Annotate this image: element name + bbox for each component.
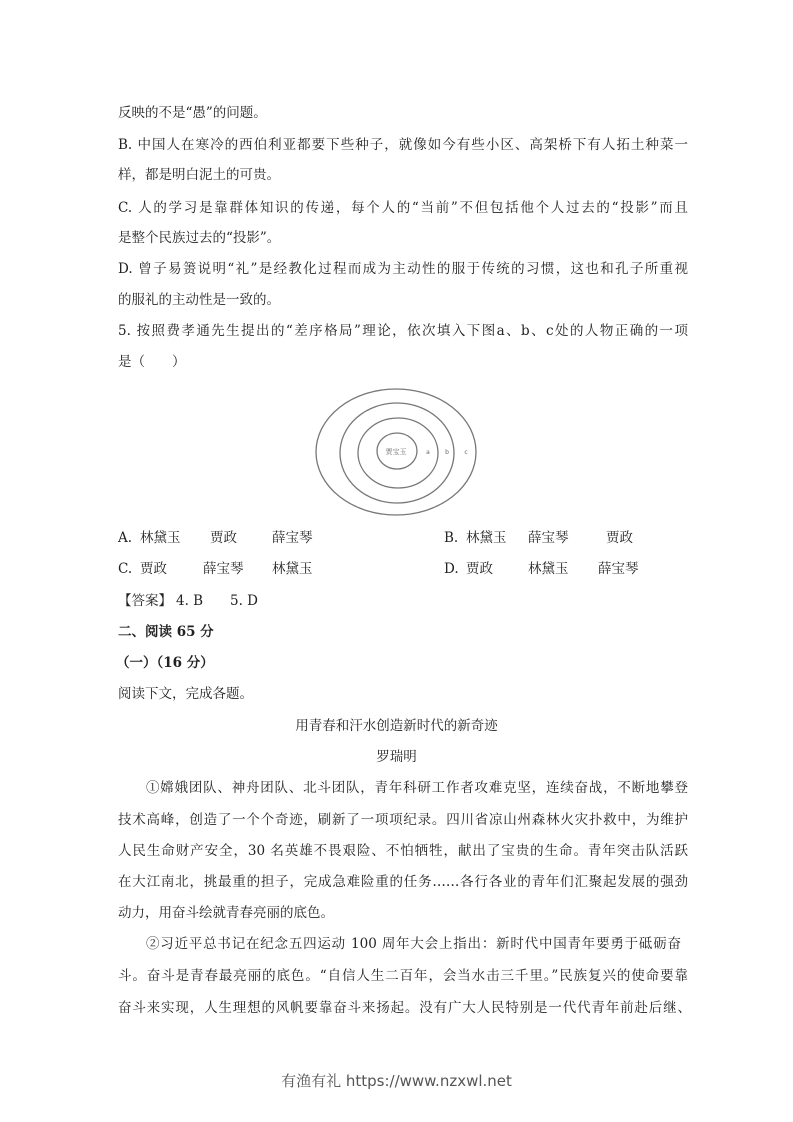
option-letter: C. [118, 561, 133, 577]
option-item: 薛宝琴 [598, 561, 639, 577]
option-item: 薛宝琴 [203, 561, 244, 577]
paragraph-2-line: 奋斗来实现，人生理想的风帆要靠奋斗来扬起。没有广大人民特别是一代代青年前赴后继、 [118, 1000, 691, 1016]
answer-label: 【答案】 [118, 593, 172, 609]
option-item: 贾政 [466, 561, 493, 577]
option-item: 林黛玉 [466, 530, 507, 546]
text-line: 反映的不是“愚”的问题。 [118, 105, 267, 121]
option-b-line: B. 中国人在寒冷的西伯利亚都要下些种子，就像如今有些小区、高架桥下有人拓土种菜一 [118, 137, 688, 153]
answer-4: 4. B [176, 593, 204, 609]
option-letter: A. [118, 530, 133, 546]
paragraph-1-line: 动力，用奋斗绘就青春亮丽的底色。 [118, 905, 334, 921]
text-line: 样，都是明白泥土的可贵。 [118, 167, 280, 183]
option-item: 薛宝琴 [272, 530, 313, 546]
article-author: 罗瑞明 [376, 749, 417, 765]
option-item: 林黛玉 [528, 561, 569, 577]
diagram-label-c: c [464, 449, 468, 456]
answer-5: 5. D [230, 593, 258, 609]
subsection-heading: （一）（16 分） [116, 655, 214, 671]
option-letter: B. [444, 530, 459, 546]
option-item: 林黛玉 [140, 530, 181, 546]
text-line: 是（ ） [118, 354, 186, 370]
option-letter: D. [444, 561, 459, 577]
article-title: 用青春和汗水创造新时代的新奇迹 [295, 718, 498, 734]
paragraph-1-line: 在大江南北，挑最重的担子，完成急难险重的任务……各行各业的青年们汇聚起发展的强劲 [118, 874, 688, 890]
paragraph-1-line: ①嫦娥团队、神舟团队、北斗团队，青年科研工作者攻难克坚，连续奋战，不断地攀登 [146, 780, 688, 796]
paragraph-2-line: 斗。奋斗是青春最亮丽的底色。“自信人生二百年，会当水击三千里。”民族复兴的使命要靠 [118, 968, 688, 984]
option-item: 贾政 [210, 530, 237, 546]
text-line: 是整个民族过去的“投影”。 [118, 230, 281, 246]
diagram-center-label: 贾宝玉 [385, 448, 407, 456]
option-item: 贾政 [606, 530, 633, 546]
option-item: 贾政 [140, 561, 167, 577]
question-5: 5. 按照费孝通先生提出的“差序格局”理论，依次填入下图a、b、c处的人物正确的一项 [118, 323, 688, 339]
option-item: 林黛玉 [272, 561, 313, 577]
section-heading: 二、阅读 65 分 [118, 624, 214, 640]
footer-watermark: 有渔有礼 https://www.nzxwl.net [281, 1072, 512, 1090]
instruction: 阅读下文，完成各题。 [118, 686, 253, 702]
text-line: 的服礼的主动性是一致的。 [118, 292, 280, 308]
option-item: 薛宝琴 [528, 530, 569, 546]
paragraph-2-line: ②习近平总书记在纪念五四运动 100 周年大会上指出：新时代中国青年要勇于砥砺奋 [146, 936, 681, 952]
option-c-line: C. 人的学习是靠群体知识的传递，每个人的“当前”不但包括他个人过去的“投影”而且 [118, 200, 688, 216]
diagram-label-a: a [426, 449, 430, 456]
paragraph-1-line: 技术高峰，创造了一个个奇迹，刷新了一项项纪录。四川省凉山州森林火灾扑救中，为维护 [118, 812, 688, 828]
option-d-line: D. 曾子易箦说明“礼”是经教化过程而成为主动性的服于传统的习惯，这也和孔子所重视 [118, 261, 688, 277]
paragraph-1-line: 人民生命财产安全，30 名英雄不畏艰险、不怕牺牲，献出了宝贵的生命。青年突击队活跃 [118, 843, 688, 859]
diagram-label-b: b [445, 449, 449, 456]
